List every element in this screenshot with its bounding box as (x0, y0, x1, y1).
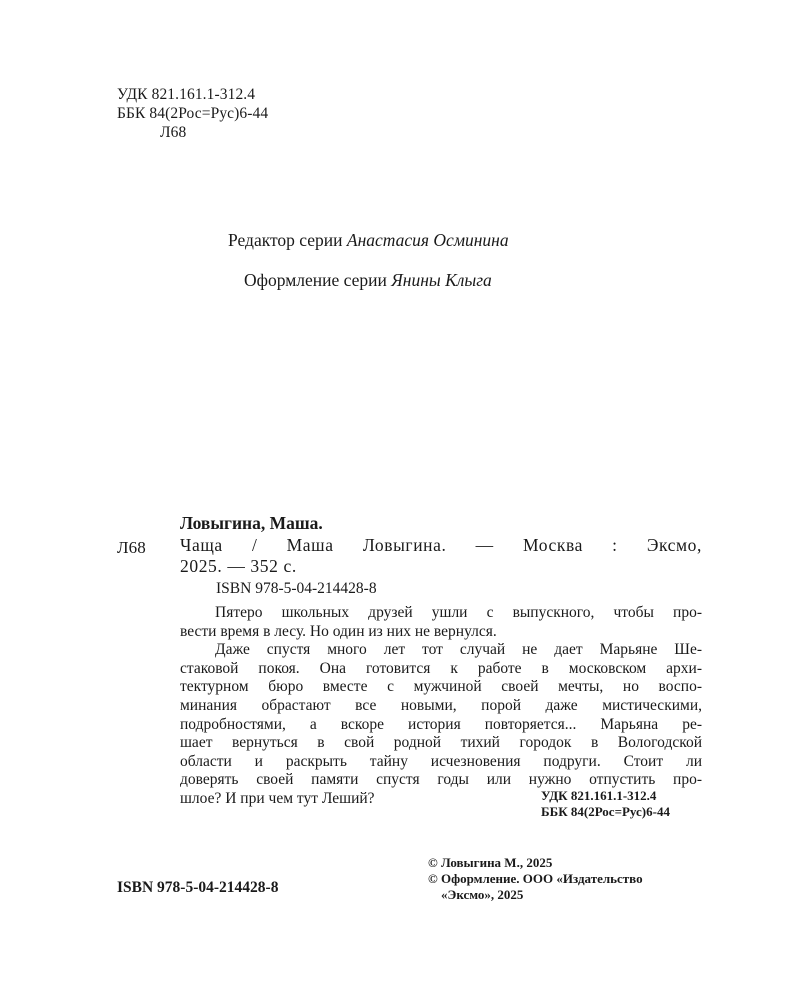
isbn-footer: ISBN 978-5-04-214428-8 (117, 879, 279, 896)
copyright-design: © Оформление. ООО «Издательство (428, 871, 643, 886)
annotation-line: подробностями, а вскоре история повторяется... Марьяна ре- (180, 715, 702, 733)
series-design (244, 270, 492, 291)
bbk-code: ББК 84(2Рос=Рус)6-44 (117, 105, 269, 122)
isbn-record: ISBN 978-5-04-214428-8 (216, 580, 377, 597)
title-line-2: 2025. — 352 с. (180, 556, 297, 576)
series-editor-label: Редактор серии (228, 230, 343, 250)
annotation-line: минания обрастают все новыми, порой даже мистическими, (180, 696, 702, 714)
annotation-line: стаковой покоя. Она готовится к работе в московском архи- (180, 659, 702, 677)
annotation-line: доверять своей памяти спустя годы или нужно отпустить про- (180, 771, 702, 789)
copyright-author: © Ловыгина М., 2025 (428, 855, 553, 870)
record-author-mark: Л68 (117, 538, 146, 557)
series-editor-name: Анастасия Осминина (346, 230, 509, 250)
udk-code: УДК 821.161.1-312.4 (117, 86, 256, 103)
series-editor (228, 230, 509, 251)
title-line-1: Чаща / Маша Ловыгина. — Москва : Эксмо, (180, 535, 702, 555)
copyright-publisher: «Эксмо», 2025 (441, 887, 524, 902)
annotation-line: шает вернуться в свой родной тихий городок в Вологодской (180, 734, 702, 752)
annotation-line: области и раскрыть тайну исчезновения подруги. Стоит ли (180, 752, 702, 770)
series-design-name: Янины Клыга (391, 270, 492, 290)
author-mark: Л68 (160, 124, 187, 141)
series-design-label: Оформление серии (244, 270, 387, 290)
annotation-line: тектурном бюро вместе с мужчиной своей мечты, но воспо- (180, 678, 702, 696)
udk-code-repeat: УДК 821.161.1-312.4 (541, 788, 657, 803)
annotation-line: вести время в лесу. Но один из них не вернулся. (180, 622, 497, 640)
annotation-line: Даже спустя много лет тот случай не дает Марьяне Ше- (215, 641, 702, 659)
annotation (180, 604, 702, 809)
author-name: Ловыгина, Маша. (180, 513, 323, 533)
annotation-line: шлое? И при чем тут Леший? (180, 789, 375, 807)
annotation-line: Пятеро школьных друзей ушли с выпускного, чтобы про- (215, 604, 702, 621)
bbk-code-repeat: ББК 84(2Рос=Рус)6-44 (541, 804, 670, 819)
